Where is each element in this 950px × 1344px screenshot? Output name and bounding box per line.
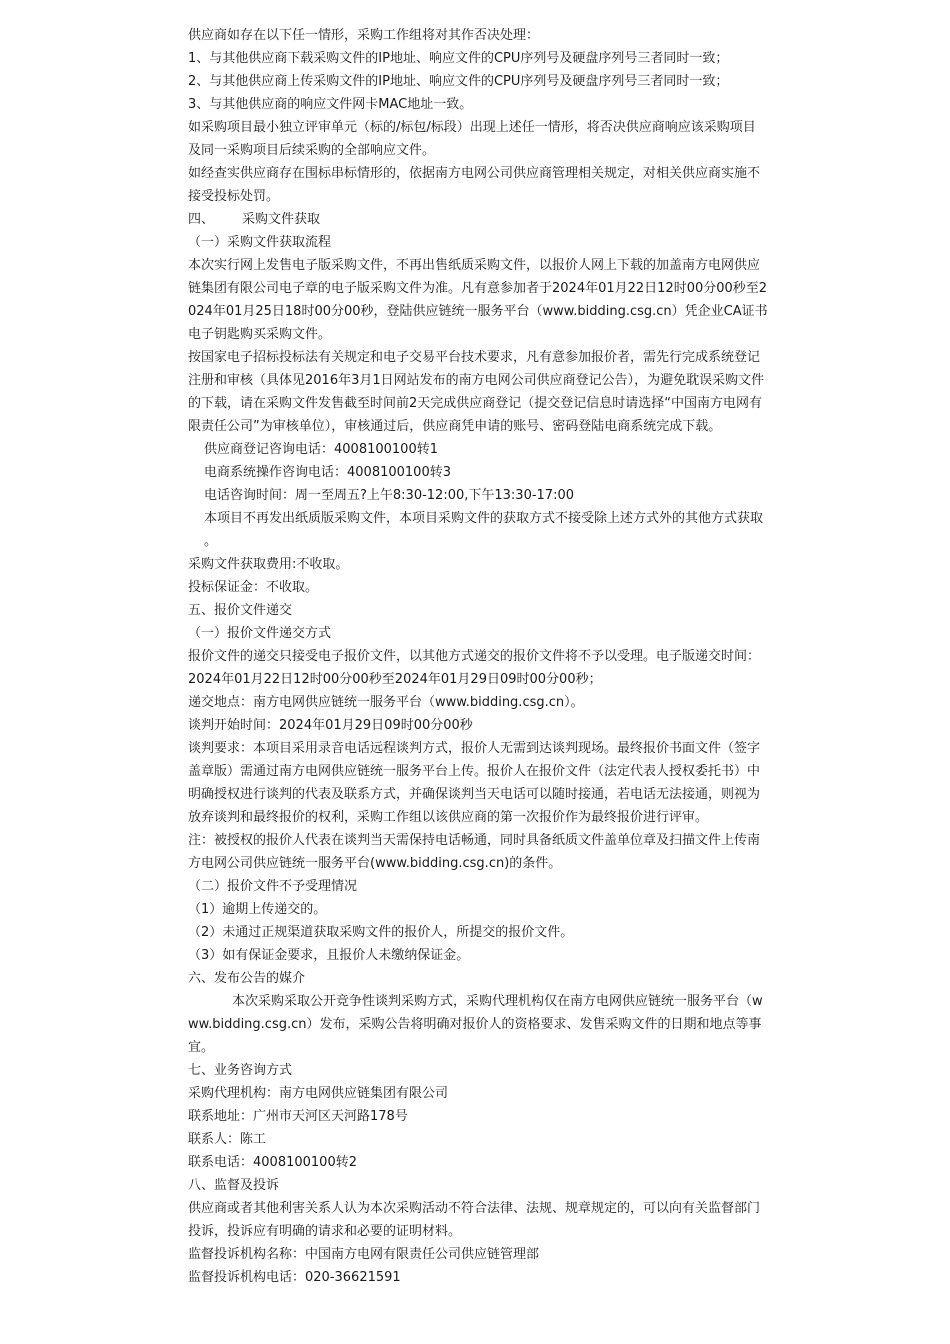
paragraph: 本项目不再发出纸质版采购文件，本项目采购文件的获取方式不接受除上述方式外的其他方式获取 。 [204, 511, 764, 549]
section-number: 四、 [188, 212, 215, 227]
list-item: （2）未通过正规渠道获取采购文件的报价人，所提交的报价文件。 [188, 925, 574, 940]
list-item: 2、与其他供应商上传采购文件的IP地址、响应文件的CPU序列号及硬盘序列号三者同时一致； [188, 74, 729, 89]
subsection-heading: （二）报价文件不予受理情况 [188, 879, 358, 894]
paragraph: 本次采购采取公开竞争性谈判采购方式，采购代理机构仅在南方电网供应链统一服务平台（www.bidding.csg.cn）发布，采购公告将明确对报价人的资格要求、发售采购文件的日期和地点等事宜。 [188, 994, 763, 1055]
text-line: 投标保证金：不收取。 [188, 580, 319, 595]
section-heading-5: 五、报价文件递交 [188, 603, 293, 618]
text-line: 联系人：陈工 [188, 1132, 267, 1147]
text-line: 采购文件获取费用:不收取。 [188, 557, 349, 572]
text-line: 采购代理机构：南方电网供应链集团有限公司 [188, 1086, 449, 1101]
subsection-heading: （一）报价文件递交方式 [188, 626, 332, 641]
text-line: 监督投诉机构电话：020-36621591 [188, 1270, 401, 1285]
phone-line: 供应商登记咨询电话：4008100100转1 [204, 442, 438, 457]
list-item: 1、与其他供应商下载采购文件的IP地址、响应文件的CPU序列号及硬盘序列号三者同时一致； [188, 51, 729, 66]
list-item: （3）如有保证金要求，且报价人未缴纳保证金。 [188, 948, 470, 963]
paragraph: 如经查实供应商存在围标串标情形的，依据南方电网公司供应商管理相关规定，对相关供应商实施不接受投标处罚。 [188, 166, 761, 204]
section-heading-7: 七、业务咨询方式 [188, 1063, 293, 1078]
paragraph: 供应商或者其他利害关系人认为本次采购活动不符合法律、法规、规章规定的，可以向有关监督部门投诉，投诉应有明确的请求和必要的证明材料。 [188, 1201, 761, 1239]
hours-line: 电话咨询时间：周一至周五?上午8:30-12:00,下午13:30-17:00 [204, 488, 574, 503]
document-page [188, 24, 768, 1289]
section-heading-6: 六、发布公告的媒介 [188, 971, 306, 986]
text-line: 递交地点：南方电网供应链统一服务平台（www.bidding.csg.cn）。 [188, 695, 584, 710]
paragraph: 报价文件的递交只接受电子报价文件，以其他方式递交的报价文件将不予以受理。电子版递交时间：2024年01月22日12时00分00秒至2024年01月29日09时00分00秒； [188, 649, 761, 687]
text-line: 谈判开始时间：2024年01月29日09时00分00秒 [188, 718, 473, 733]
text-line: 监督投诉机构名称：中国南方电网有限责任公司供应链管理部 [188, 1247, 540, 1262]
list-item: 3、与其他供应商的响应文件网卡MAC地址一致。 [188, 97, 473, 112]
text-line: 供应商如存在以下任一情形，采购工作组将对其作否决处理： [188, 28, 540, 43]
section-title: 采购文件获取 [242, 212, 321, 227]
phone-line: 电商系统操作咨询电话：4008100100转3 [204, 465, 451, 480]
paragraph: 如采购项目最小独立评审单元（标的/标包/标段）出现上述任一情形，将否决供应商响应该采购项目及同一采购项目后续采购的全部响应文件。 [188, 120, 756, 158]
list-item: （1）逾期上传递交的。 [188, 902, 327, 917]
text-line: 联系地址：广州市天河区天河路178号 [188, 1109, 408, 1124]
section-heading-8: 八、监督及投诉 [188, 1178, 280, 1193]
paragraph: 按国家电子招标投标法有关规定和电子交易平台技术要求，凡有意参加报价者，需先行完成系统登记注册和审核（具体见2016年3月1日网站发布的南方电网公司供应商登记公告），为避免耽误采购文件的下载，请在采购文件发售截至时间前2天完成供应商登记（提交登记信息时请选择“中国南方电网有限责任公司”为审核单位），审核通过后，供应商凭申请的账号、密码登陆电商系统完成下载。 [188, 350, 765, 434]
paragraph: 谈判要求：本项目采用录音电话远程谈判方式，报价人无需到达谈判现场。最终报价书面文件（签字盖章版）需通过南方电网供应链统一服务平台上传。报价人在报价文件（法定代表人授权委托书）中明确授权进行谈判的代表及联系方式，并确保谈判当天电话可以随时接通，若电话无法接通，则视为放弃谈判和最终报价的权利，采购工作组以该供应商的第一次报价作为最终报价进行评审。 [188, 741, 761, 825]
paragraph: 注：被授权的报价人代表在谈判当天需保持电话畅通，同时具备纸质文件盖单位章及扫描文件上传南方电网公司供应链统一服务平台(www.bidding.csg.cn)的条件。 [188, 833, 761, 871]
section-heading-4 [188, 208, 768, 231]
text-line: 联系电话：4008100100转2 [188, 1155, 357, 1170]
subsection-heading: （一）采购文件获取流程 [188, 235, 332, 250]
paragraph: 本次实行网上发售电子版采购文件，不再出售纸质采购文件，以报价人网上下载的加盖南方电网供应链集团有限公司电子章的电子版采购文件为准。凡有意参加者于2024年01月22日12时00分00秒至2024年01月25日18时00分00秒，登陆供应链统一服务平台（www.bidding.csg.cn）凭企业CA证书电子钥匙购买采购文件。 [188, 258, 768, 342]
